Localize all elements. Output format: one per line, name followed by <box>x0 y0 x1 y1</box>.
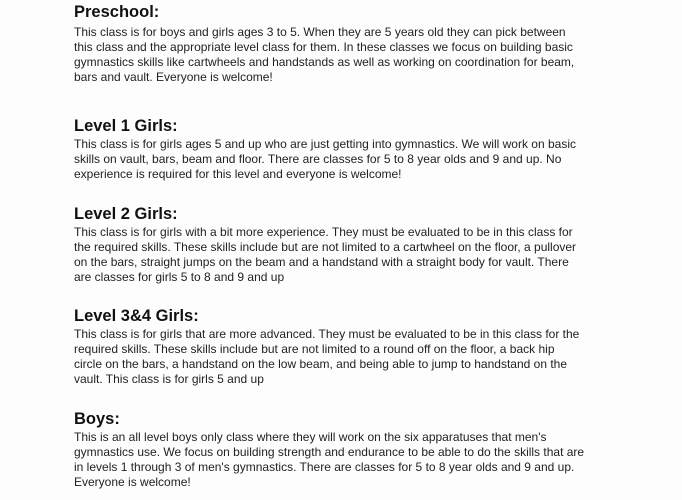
body-line: on the bars, straight jumps on the beam and a handstand with a straight body for vault. There <box>74 255 569 269</box>
body-line: vault. This class is for girls 5 and up <box>74 372 264 386</box>
body-line: this class and the appropriate level class for them. In these classes we focus on building basic <box>74 40 573 54</box>
body-line: This class is for boys and girls ages 3 to 5. When they are 5 years old they can pick between <box>74 25 566 39</box>
body-line: This class is for girls ages 5 and up who are just getting into gymnastics. We will work on basic <box>74 137 576 151</box>
section-preschool <box>74 3 674 85</box>
section-level-1-girls <box>74 117 674 182</box>
body-line: This class is for girls that are more advanced. They must be evaluated to be in this class for the <box>74 327 580 341</box>
body-line: the required skills. These skills include but are not limited to a cartwheel on the floor, a pullover <box>74 240 577 254</box>
body-line: This is an all level boys only class where they will work on the six apparatuses that men's <box>74 430 547 444</box>
body-line: required skills. These skills include but are not limited to a round off on the floor, a back hip <box>74 342 555 356</box>
section-boys <box>74 410 674 490</box>
body-line: gymnastics skills like cartwheels and handstands as well as working on coordination for beam, <box>74 55 575 69</box>
body-line: circle on the bars, a handstand on the low beam, and being able to jump to handstand on the <box>74 357 568 371</box>
body-line: skills on vault, bars, beam and floor. There are classes for 5 to 8 year olds and 9 and up. No <box>74 152 562 166</box>
section-body <box>74 225 674 285</box>
section-body <box>74 327 674 387</box>
section-heading: Level 3&4 Girls: <box>74 307 199 325</box>
section-heading: Level 1 Girls: <box>74 117 178 135</box>
section-heading: Boys: <box>74 410 120 428</box>
section-body <box>74 430 674 490</box>
body-line: bars and vault. Everyone is welcome! <box>74 70 273 84</box>
body-line: experience is required for this level and everyone is welcome! <box>74 167 402 181</box>
body-line: This class is for girls with a bit more experience. They must be evaluated to be in this class for <box>74 225 573 239</box>
body-line: in levels 1 through 3 of men's gymnastics. There are classes for 5 to 8 year olds and 9 and up. <box>74 460 575 474</box>
section-body <box>74 137 674 182</box>
section-body <box>74 25 674 85</box>
body-line: are classes for girls 5 to 8 and 9 and up <box>74 270 285 284</box>
section-level-2-girls <box>74 205 674 285</box>
body-line: Everyone is welcome! <box>74 475 191 489</box>
section-level-3-4-girls <box>74 307 674 387</box>
body-line: gymnastics use. We focus on building strength and endurance to be able to do the skills that are <box>74 445 585 459</box>
section-heading: Level 2 Girls: <box>74 205 178 223</box>
section-heading: Preschool: <box>74 3 160 21</box>
